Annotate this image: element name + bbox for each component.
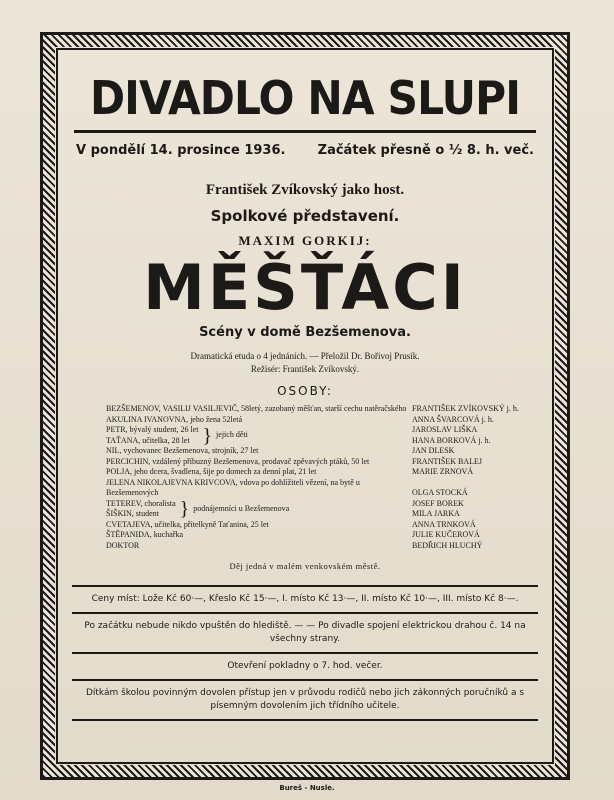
cast-role: TETEREV, choralista [106,498,176,508]
cast-actor: ANNA ŠVARCOVÁ j. h. [412,414,494,424]
info-rule [72,719,538,721]
cast-role: NIL, vychovanec Bezšemenova, strojník, 27 let [106,446,259,455]
cast-row [106,541,540,552]
cast-actor: JULIE KUČEROVÁ [412,530,480,539]
ticket-prices: Ceny míst: Lože Kč 60·—, Křeslo Kč 15·—, I. místo Kč 13·—, II. místo Kč 10·—, III. místo Kč 8·—. [91,594,519,604]
cast-actor: FRANTIŠEK ZVÍKOVSKÝ j. h. [412,404,519,413]
performance-date: V pondělí 14. prosince 1936. [76,143,286,158]
cast-row [106,415,540,426]
cast-row [106,530,540,541]
cast-role: AKULINA IVANOVNA, jeho žena 52letá [106,414,243,424]
cast-actor: JAN DLESK [412,446,455,455]
cast-row-bracket [106,425,540,446]
title-rule [74,130,536,133]
bracket-label-children: jejich děti [216,430,248,440]
children-notice: Dítkám školou povinným dovolen přístup jen v průvodu rodičů nebo jich zákonných poručníků a s písemným dovolením jich třídního učitele. [85,688,525,711]
cast-actor: ANNA TRNKOVÁ [412,519,476,529]
cast-actor: MILA JARKA [412,509,460,518]
cast-row [106,520,540,531]
printer-imprint: Bureš - Nusle. [279,784,335,792]
cast-row [106,404,540,415]
cast-row [106,478,540,499]
cast-role: TAŤANA, učitelka, 28 let [106,435,190,445]
theatre-name: DIVADLO NA SLUPI [89,71,521,125]
cast-role: POLJA, jeho dcera, švadlena, šije po domech za denní plat, 21 let [106,467,317,476]
box-office-notice: Otevření pokladny o 7. hod. večer. [227,661,383,671]
performance-type: Spolkové představení. [210,207,400,225]
cast-actor: OLGA STOCKÁ [412,488,468,497]
date-line [76,143,534,158]
cast-list [106,404,540,551]
cast-role: PETR, bývalý student, 26 let [106,425,199,434]
cast-role: ŠTĚPANIDA, kuchařka [106,530,184,539]
cast-role: BEZŠEMENOV, VASILIJ VASILJEVIČ, 58letý, zazobaný měšťan, starší cechu natěračského [106,404,407,413]
cast-row [106,467,540,478]
cast-role: ŠIŠKIN, student [106,509,159,518]
cast-role: JELENA NIKOLAJEVNA KRIVCOVA, vdova po dohlížiteli vězení, na bytě u Bezšemenových [106,477,360,497]
late-entry-notice: Po začátku nebude nikdo vpuštěn do hlediště. — — Po divadle spojení elektrickou drahou č. 14 na všechny strany. [84,621,526,644]
cast-actor: HANA BORKOVÁ j. h. [412,435,491,445]
guest-line: František Zvíkovský jako host. [205,182,405,198]
poster-content [62,52,548,721]
play-title: MĚŠŤÁCI [143,251,467,324]
cast-row-bracket [106,499,540,520]
bracket-label-lodgers: podnájemníci u Bezšemenova [193,503,290,513]
cast-actor: MARIE ZRNOVÁ [412,467,474,476]
cast-actor: JAROSLAV LIŠKA [412,425,478,434]
credits [62,350,548,376]
info-section [62,585,548,721]
credits-translation: Dramatická etuda o 4 jednáních. — Přeložil Dr. Bořivoj Prusík. [190,351,420,361]
cast-row [106,457,540,468]
cast-role: CVETAJEVA, učitelka, přítelkyně Taťanina, 25 let [106,519,269,529]
cast-role: DOKTOR [106,540,140,550]
scene-setting: Děj jedná v malém venkovském městě. [229,561,381,571]
cast-heading: OSOBY: [277,384,333,398]
cast-actor: BEDŘICH HLUCHÝ [412,540,483,550]
cast-actor: JOSEF BOREK [412,498,464,508]
brace-icon: } [202,424,213,447]
start-time: Začátek přesně o ½ 8. h. več. [317,143,534,158]
credits-director: Režisér: František Zvíkovský. [250,364,360,374]
cast-role: PERCICHIN, vzdálený příbuzný Bezšemenova, prodavač zpěvavých ptáků, 50 let [106,456,370,466]
author: MAXIM GORKIJ: [238,233,372,248]
cast-actor: FRANTIŠEK BALEJ [412,456,483,466]
brace-icon: } [179,498,190,520]
play-subtitle: Scény v domě Bezšemenova. [199,325,411,340]
cast-row [106,446,540,457]
